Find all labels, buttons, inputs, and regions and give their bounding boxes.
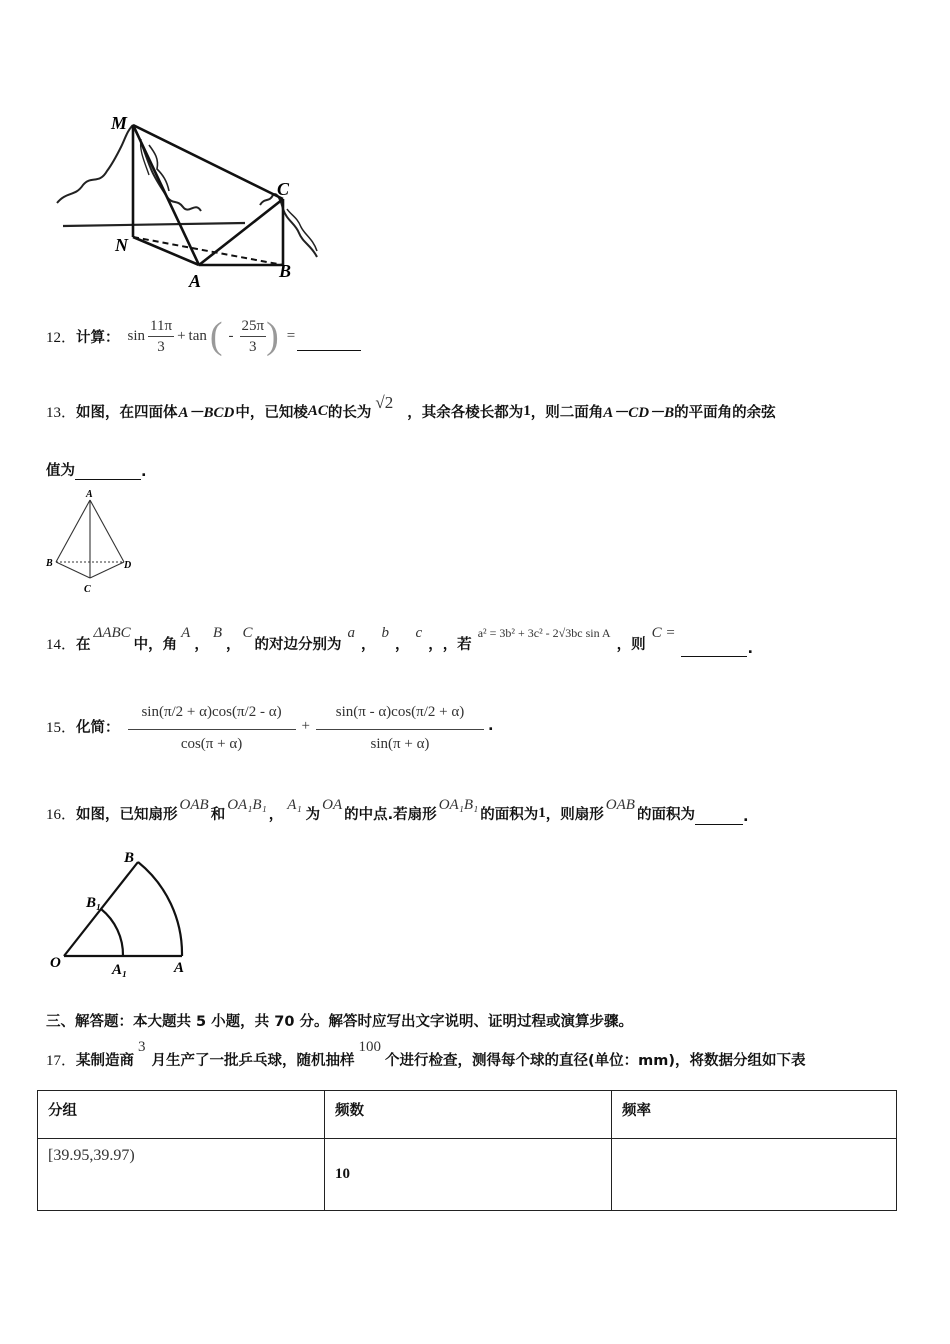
label-n: N (115, 235, 128, 255)
question-number: 15． (46, 719, 77, 736)
text-segment: ，若 (442, 636, 472, 653)
frequency-table (37, 1090, 897, 1211)
label-b: B (46, 558, 53, 569)
answer-blank[interactable] (297, 336, 361, 351)
plus-sign: + (177, 327, 186, 344)
text-segment: 中，已知棱 (235, 404, 308, 421)
text-segment: 的面积为 (480, 806, 539, 823)
tetrahedron-name: A－BCD (178, 404, 235, 421)
table-header-row (38, 1091, 897, 1139)
label-c: C (277, 179, 290, 199)
text-segment: 月生产了一批乒乓球，随机抽样 (151, 1053, 355, 1069)
answer-blank[interactable] (75, 465, 141, 480)
comma: ， (194, 636, 209, 653)
label-c: C (84, 584, 91, 595)
value-one: 1 (523, 402, 531, 419)
text-segment: ，则 (616, 636, 646, 653)
text-segment: 为 (305, 806, 321, 823)
value-one: 1 (538, 804, 546, 821)
comma: ， (428, 636, 443, 653)
label-a: A (189, 271, 202, 291)
section-heading: 三、解答题：本大题共 5 小题，共 70 分。解答时应写出文字说明、证明过程或演算步骤。 (46, 1014, 633, 1030)
text-segment: 的对边分别为 (254, 636, 342, 653)
fraction-denominator: 3 (249, 338, 257, 355)
text-segment: 如图，在四面体 (76, 404, 178, 421)
sector-oab: OAB (179, 796, 209, 813)
angle-c: C (242, 624, 253, 641)
question-number: 14． (46, 636, 77, 653)
period: . (487, 718, 494, 734)
label-m: M (111, 113, 128, 133)
label-a: A (174, 960, 185, 976)
question-16 (46, 796, 916, 830)
tetrahedron-diagram (44, 488, 144, 596)
period: . (141, 464, 147, 480)
fraction-numerator: sin(π/2 + α)cos(π/2 - α) (128, 695, 296, 730)
header-count: 频数 (325, 1091, 612, 1139)
sqrt-two: √2 (375, 393, 394, 412)
text-segment: ，其余各棱长都为 (407, 404, 524, 421)
sample-size: 100 (358, 1039, 382, 1055)
label-d: D (124, 560, 132, 571)
angle-b: B (212, 624, 222, 641)
triangle-abc: ΔABC (93, 624, 131, 641)
label-b1: B₁ (86, 895, 102, 911)
header-frequency: 频率 (612, 1091, 897, 1139)
question-13-line2 (46, 456, 147, 480)
sector-oa1b1: OA₁B₁ (438, 796, 479, 813)
cell-count: 10 (325, 1139, 612, 1211)
minus-sign: - (228, 327, 234, 344)
fraction-numerator: sin(π - α)cos(π/2 + α) (316, 695, 484, 730)
text-segment: ，则二面角 (530, 404, 604, 421)
label-b: B (279, 261, 292, 281)
question-number: 16． (46, 806, 77, 823)
label-a: A (86, 489, 93, 500)
text-segment: 中，角 (133, 636, 178, 653)
label-a1: A₁ (112, 962, 128, 978)
question-12 (46, 312, 906, 360)
question-13 (46, 393, 916, 426)
segment-oa: OA (322, 796, 343, 813)
text-segment: 的面积为 (636, 806, 695, 823)
text-segment: 某制造商 (76, 1053, 135, 1069)
sector-oa1b1: OA₁B₁ (227, 796, 267, 813)
figure-tetrahedron (44, 488, 144, 596)
text-segment: ，则扇形 (545, 806, 604, 823)
answer-blank[interactable] (681, 642, 747, 657)
label-b: B (124, 850, 135, 866)
condition-equation: a² = 3b² + 3c² - 2√3bc sin A (477, 625, 611, 640)
text-segment: 的长为 (327, 404, 372, 421)
cell-frequency[interactable] (612, 1139, 897, 1211)
answer-blank[interactable] (695, 810, 743, 825)
text-segment: 如图，已知扇形 (76, 806, 178, 823)
left-paren: ( (209, 315, 223, 357)
dihedral-angle: A－CD－B (603, 404, 675, 421)
side-c: c (415, 624, 423, 641)
fraction-term-1 (128, 695, 296, 758)
fraction-denominator: sin(π + α) (370, 735, 430, 752)
text-segment: 和 (210, 806, 226, 823)
point-a1: A₁ (287, 796, 302, 813)
fraction-numerator: 11π (148, 316, 174, 337)
comma: ， (361, 636, 376, 653)
comma: ， (226, 636, 241, 653)
text-segment: 的平面角的余弦 (674, 404, 776, 421)
right-paren: ) (266, 315, 279, 357)
text-segment: 的中点.若扇形 (344, 806, 437, 823)
sin-label: sin (127, 327, 146, 344)
angle-a: A (181, 624, 191, 641)
question-number: 17． (46, 1053, 77, 1069)
c-equals: C = (651, 624, 676, 641)
header-group: 分组 (38, 1091, 325, 1139)
equals-sign: = (286, 327, 296, 344)
month-value: 3 (138, 1039, 146, 1055)
text-segment: 值为 (46, 463, 75, 479)
question-number: 12． (46, 329, 77, 346)
question-prefix: 化简： (76, 719, 120, 736)
sector-oab: OAB (605, 796, 635, 813)
fraction-term-2 (316, 695, 484, 758)
fraction-denominator: cos(π + α) (180, 735, 243, 752)
question-15 (46, 688, 906, 764)
mountain-diagram (55, 105, 355, 295)
edge-ac: AC (307, 402, 328, 419)
label-o: O (50, 955, 61, 971)
period: . (747, 641, 753, 657)
fraction-numerator: 25π (240, 316, 267, 337)
question-17 (46, 1038, 916, 1070)
tan-label: tan (188, 327, 207, 344)
period: . (742, 809, 749, 825)
text-segment: 个进行检查，测得每个球的直径(单位：mm)，将数据分组如下表 (385, 1053, 806, 1069)
fraction-11pi-3 (148, 316, 174, 357)
figure-sector (46, 846, 196, 980)
sector-diagram (46, 846, 196, 980)
side-a: a (347, 624, 356, 641)
comma: ， (395, 636, 410, 653)
table-row (38, 1139, 897, 1211)
text-segment: 在 (76, 636, 91, 653)
plus-sign: + (301, 717, 310, 734)
figure-mountain (55, 105, 355, 295)
fraction-denominator: 3 (157, 338, 165, 355)
fraction-25pi-3 (240, 316, 267, 357)
cell-group: [39.95,39.97) (38, 1139, 325, 1211)
question-14 (46, 626, 916, 660)
side-b: b (381, 624, 390, 641)
question-prefix: 计算： (76, 329, 120, 346)
question-number: 13． (46, 404, 77, 421)
comma: ， (268, 806, 284, 823)
